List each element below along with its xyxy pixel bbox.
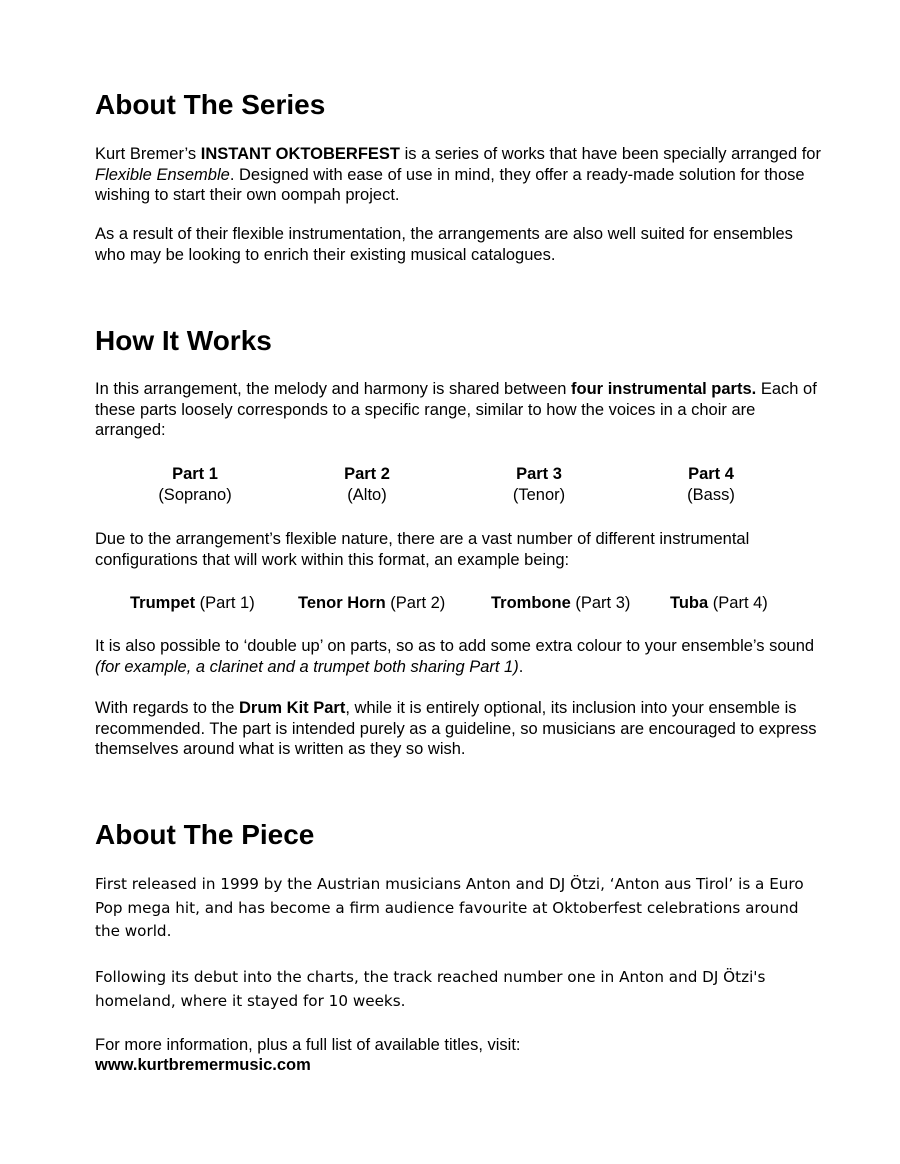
how-intro-paragraph: In this arrangement, the melody and harmony is shared between four instrumental parts. Each of these parts loosely corresponds to a specific range, similar to how the voices in a choir are arranged: <box>95 380 817 439</box>
part-1: Part 1 (Soprano) <box>158 465 232 504</box>
part-3: Part 3 (Tenor) <box>512 465 566 504</box>
part-4: Part 4 (Bass) <box>687 465 735 504</box>
instrument-trumpet: Trumpet (Part 1) <box>130 594 255 612</box>
configurations-paragraph: Due to the arrangement’s flexible nature, there are a vast number of different instrumental configurations that will work within this format, an example being: <box>95 530 750 569</box>
series-intro-paragraph: Kurt Bremer’s INSTANT OKTOBERFEST is a series of works that have been specially arranged for Flexible Ensemble. Designed with ease of use in mind, they offer a ready-made solution for those wishing to start their own oompah project. <box>95 145 821 204</box>
piece-paragraph-1: First released in 1999 by the Austrian musicians Anton and DJ Ötzi, ‘Anton aus Tirol’ is a Euro Pop mega hit, and has become a firm audience favourite at Oktoberfest celebrations around the world. <box>95 875 804 940</box>
drum-kit-paragraph: With regards to the Drum Kit Part, while it is entirely optional, its inclusion into your ensemble is recommended. The part is intended purely as a guideline, so musicians are encouraged to express themselves around what is written as they so wish. <box>95 699 817 758</box>
website-url: www.kurtbremermusic.com <box>95 1056 311 1074</box>
example-italic: (for example, a clarinet and a trumpet both sharing Part 1) <box>95 657 519 676</box>
series-second-paragraph: As a result of their flexible instrumentation, the arrangements are also well suited for ensembles who may be looking to enrich their existing musical catalogues. <box>95 225 793 264</box>
heading-about-series: About The Series <box>95 89 326 120</box>
instrument-trombone: Trombone (Part 3) <box>491 594 631 612</box>
instrument-tuba: Tuba (Part 4) <box>670 594 768 612</box>
part-2: Part 2 (Alto) <box>344 465 390 504</box>
four-parts-bold: four instrumental parts. <box>571 380 757 398</box>
flexible-ensemble-italic: Flexible Ensemble <box>95 165 230 184</box>
more-info-text: For more information, plus a full list of available titles, visit: <box>95 1036 521 1054</box>
instrument-tenor-horn: Tenor Horn (Part 2) <box>298 594 446 612</box>
heading-about-piece: About The Piece <box>95 819 315 850</box>
drum-kit-bold: Drum Kit Part <box>238 699 346 717</box>
heading-how-it-works: How It Works <box>95 325 272 356</box>
series-title-bold: INSTANT OKTOBERFEST <box>200 145 400 163</box>
piece-paragraph-2: Following its debut into the charts, the track reached number one in Anton and DJ Ötzi's homeland, where it stayed for 10 weeks. <box>95 968 766 1010</box>
parts-row <box>95 464 825 506</box>
double-up-paragraph: It is also possible to ‘double up’ on parts, so as to add some extra colour to your ensemble’s sound (for example, a clarinet and a trumpet both sharing Part 1). <box>95 637 815 676</box>
